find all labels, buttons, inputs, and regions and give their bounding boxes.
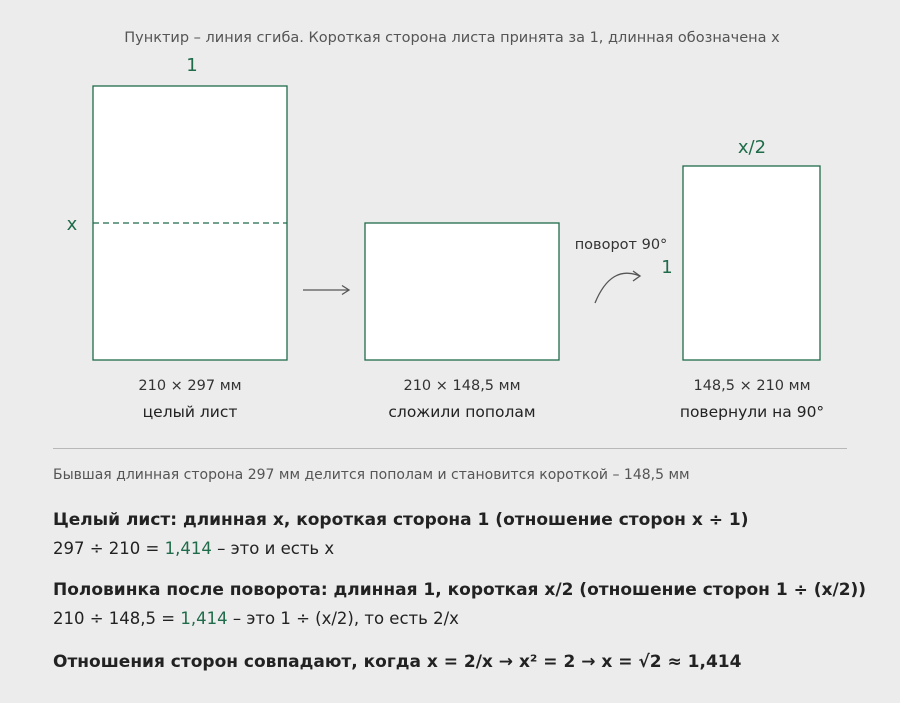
- ratio-value: 1,414: [164, 539, 212, 558]
- whole-sheet-dims: 210 × 297 мм: [138, 378, 242, 394]
- ratio-comment: – это и есть x: [211, 539, 335, 558]
- whole-sheet-heading: Целый лист: длинная x, короткая сторона 1 (отношение сторон x ÷ 1): [53, 510, 749, 530]
- folded-sheet-dims: 210 × 148,5 мм: [403, 378, 521, 394]
- half-sheet-ratio-line: [53, 609, 459, 628]
- whole-sheet-caption: целый лист: [142, 403, 238, 421]
- folded-sheet-caption: сложили пополам: [388, 403, 536, 421]
- halving-note: Бывшая длинная сторона 297 мм делится пополам и становится короткой – 148,5 мм: [53, 467, 690, 483]
- right-arrow-icon: [303, 286, 349, 295]
- ratio-comment: – это 1 ÷ (x/2), то есть 2/x: [227, 609, 459, 628]
- rotated-sheet-dims: 148,5 × 210 мм: [693, 378, 811, 394]
- folded-sheet: [365, 223, 559, 360]
- rotated-sheet-side-label: 1: [661, 257, 673, 278]
- rotate-label: поворот 90°: [574, 237, 668, 253]
- ratio-value: 1,414: [180, 609, 228, 628]
- ratio-expression: 210 ÷ 148,5 =: [53, 609, 181, 628]
- half-sheet-heading: Половинка после поворота: длинная 1, короткая x/2 (отношение сторон 1 ÷ (x/2)): [53, 580, 867, 600]
- whole-sheet-ratio-line: [53, 539, 334, 558]
- ratio-expression: 297 ÷ 210 =: [53, 539, 165, 558]
- rotate-arrow-icon: [595, 271, 640, 303]
- rotated-sheet-caption: повернули на 90°: [679, 403, 825, 421]
- whole-sheet-top-label: 1: [186, 55, 198, 76]
- rotated-sheet-top-label: x/2: [737, 137, 767, 158]
- divider: [53, 448, 847, 449]
- rotated-sheet: [683, 166, 820, 360]
- conclusion: Отношения сторон совпадают, когда x = 2/x → x² = 2 → x = √2 ≈ 1,414: [53, 652, 742, 672]
- whole-sheet-side-label: x: [66, 214, 78, 235]
- figure-caption: Пунктир – линия сгиба. Короткая сторона листа принята за 1, длинная обозначена x: [124, 30, 780, 46]
